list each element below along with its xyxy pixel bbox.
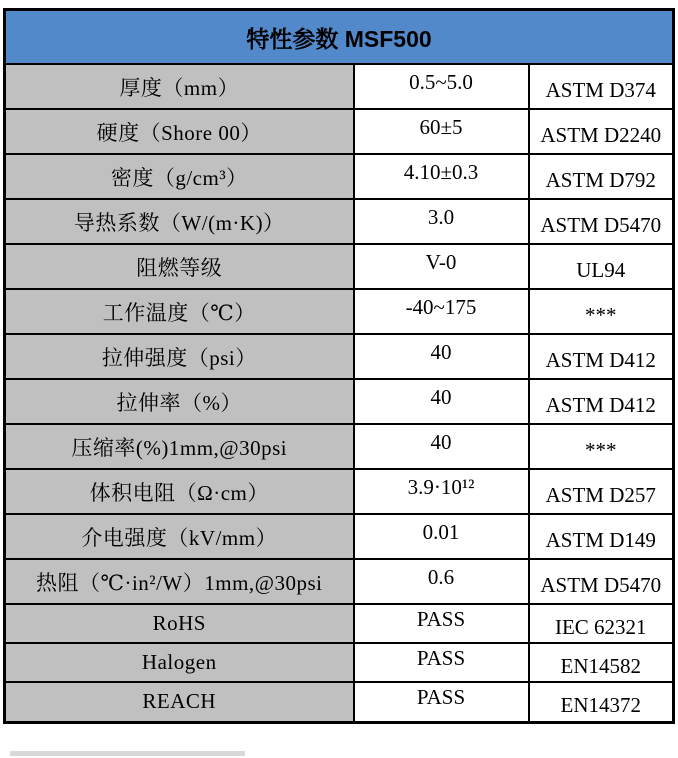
table-row bbox=[5, 379, 674, 424]
table-row bbox=[5, 514, 674, 559]
standard-cell: *** bbox=[529, 424, 674, 469]
standard-cell: ASTM D412 bbox=[529, 334, 674, 379]
standard-cell: ASTM D792 bbox=[529, 154, 674, 199]
standard-cell: *** bbox=[529, 289, 674, 334]
table-row bbox=[5, 154, 674, 199]
value-cell: -40~175 bbox=[354, 289, 529, 334]
property-cell: 热阻（℃·in²/W）1mm,@30psi bbox=[5, 559, 354, 604]
table-row bbox=[5, 289, 674, 334]
property-cell: 拉伸强度（psi） bbox=[5, 334, 354, 379]
value-cell: 0.6 bbox=[354, 559, 529, 604]
value-cell: 40 bbox=[354, 379, 529, 424]
standard-cell: ASTM D5470 bbox=[529, 559, 674, 604]
value-cell: 3.0 bbox=[354, 199, 529, 244]
table-row bbox=[5, 109, 674, 154]
table-row bbox=[5, 334, 674, 379]
table-row bbox=[5, 469, 674, 514]
property-cell: 压缩率(%)1mm,@30psi bbox=[5, 424, 354, 469]
property-cell: Halogen bbox=[5, 643, 354, 682]
property-cell: 密度（g/cm³） bbox=[5, 154, 354, 199]
table-header-row bbox=[5, 10, 674, 65]
value-cell: PASS bbox=[354, 604, 529, 643]
table-row bbox=[5, 559, 674, 604]
value-cell: V-0 bbox=[354, 244, 529, 289]
property-cell: 介电强度（kV/mm） bbox=[5, 514, 354, 559]
value-cell: 3.9·10¹² bbox=[354, 469, 529, 514]
property-cell: 工作温度（℃） bbox=[5, 289, 354, 334]
standard-cell: UL94 bbox=[529, 244, 674, 289]
value-cell: 60±5 bbox=[354, 109, 529, 154]
spec-table bbox=[3, 8, 675, 724]
value-cell: 0.01 bbox=[354, 514, 529, 559]
standard-cell: ASTM D2240 bbox=[529, 109, 674, 154]
standard-cell: ASTM D374 bbox=[529, 64, 674, 109]
property-cell: REACH bbox=[5, 682, 354, 722]
value-cell: 40 bbox=[354, 334, 529, 379]
table-title: 特性参数 MSF500 bbox=[5, 10, 674, 65]
value-cell: 4.10±0.3 bbox=[354, 154, 529, 199]
table-row bbox=[5, 643, 674, 682]
table-row bbox=[5, 64, 674, 109]
table-row bbox=[5, 682, 674, 722]
property-cell: 硬度（Shore 00） bbox=[5, 109, 354, 154]
standard-cell: EN14582 bbox=[529, 643, 674, 682]
standard-cell: ASTM D257 bbox=[529, 469, 674, 514]
table-row bbox=[5, 424, 674, 469]
table-shadow bbox=[10, 751, 245, 756]
value-cell: PASS bbox=[354, 643, 529, 682]
standard-cell: ASTM D412 bbox=[529, 379, 674, 424]
property-cell: 阻燃等级 bbox=[5, 244, 354, 289]
property-cell: RoHS bbox=[5, 604, 354, 643]
value-cell: PASS bbox=[354, 682, 529, 722]
table-row bbox=[5, 604, 674, 643]
table-row bbox=[5, 244, 674, 289]
property-cell: 厚度（mm） bbox=[5, 64, 354, 109]
table-row bbox=[5, 199, 674, 244]
value-cell: 40 bbox=[354, 424, 529, 469]
standard-cell: ASTM D5470 bbox=[529, 199, 674, 244]
standard-cell: EN14372 bbox=[529, 682, 674, 722]
standard-cell: ASTM D149 bbox=[529, 514, 674, 559]
value-cell: 0.5~5.0 bbox=[354, 64, 529, 109]
property-cell: 拉伸率（%） bbox=[5, 379, 354, 424]
standard-cell: IEC 62321 bbox=[529, 604, 674, 643]
property-cell: 体积电阻（Ω·cm） bbox=[5, 469, 354, 514]
property-cell: 导热系数（W/(m·K)） bbox=[5, 199, 354, 244]
